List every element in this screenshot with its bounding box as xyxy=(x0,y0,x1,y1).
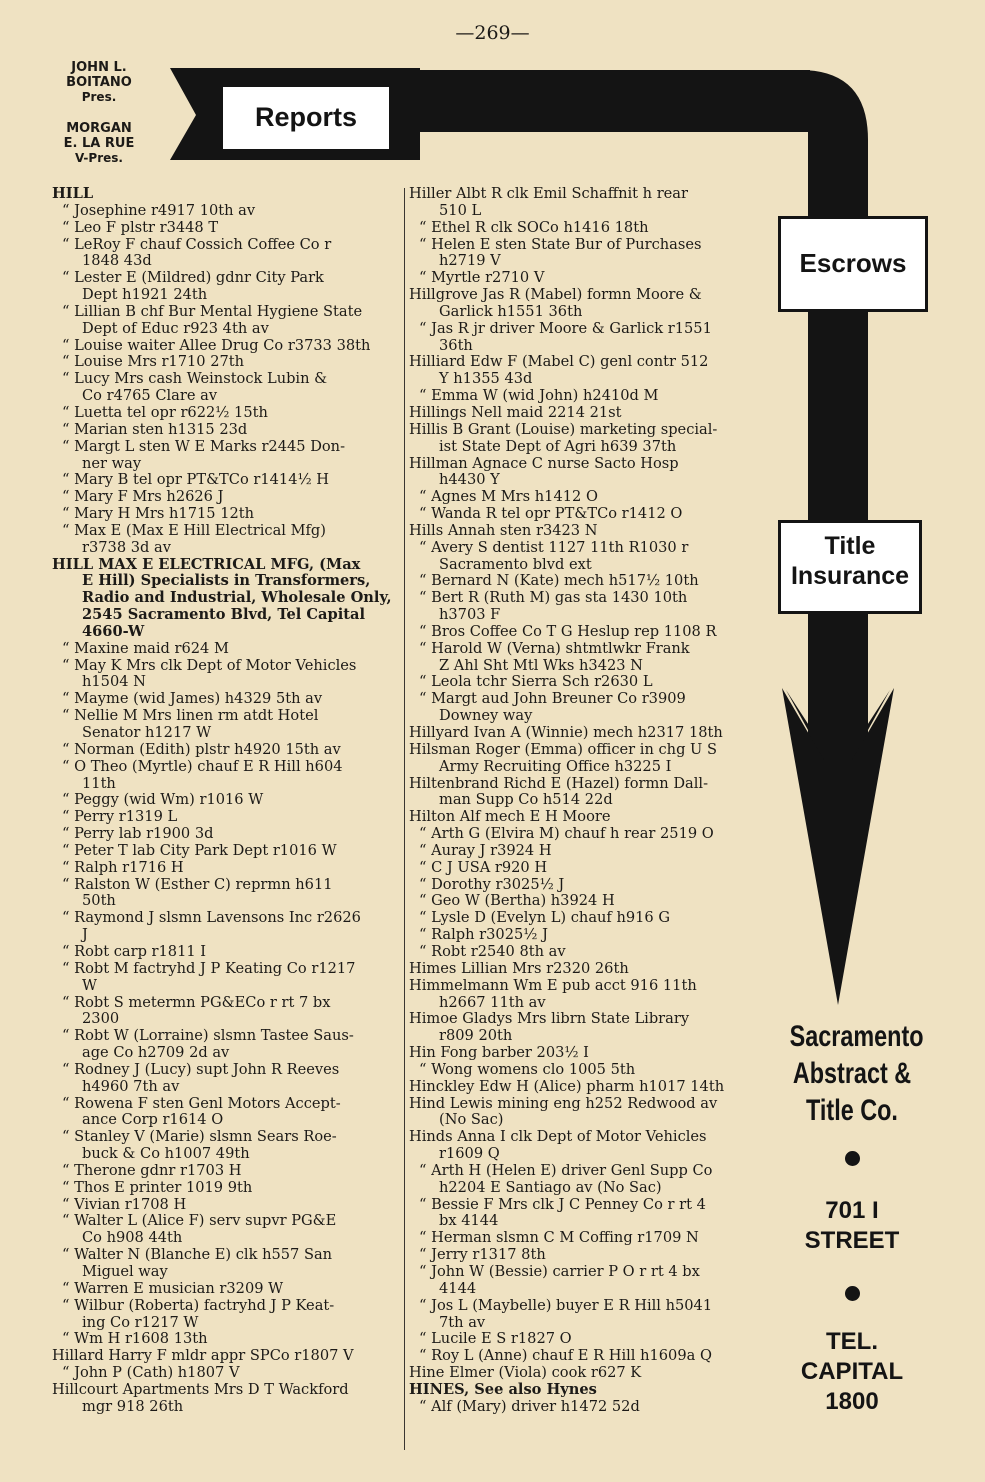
directory-entry: Hind Lewis mining eng h252 Redwood av (No Sac) xyxy=(409,1094,718,1129)
directory-entry: Hiltenbrand Richd E (Hazel) formn Dall- man Supp Co h514 22d xyxy=(409,774,709,809)
directory-entry: “ Therone gdnr r1703 H xyxy=(62,1161,242,1179)
directory-entry: “ C J USA r920 H xyxy=(419,858,548,876)
directory-entry: “ Arth H (Helen E) driver Genl Supp Co h2204 E Santiago av (No Sac) xyxy=(419,1161,713,1196)
ad-company-name: Sacramento Abstract & Title Co. xyxy=(789,1020,924,1127)
directory-entry: “ Jerry r1317 8th xyxy=(419,1246,546,1264)
directory-entry: “ Helen E sten State Bur of Purchases h2719 V xyxy=(419,235,702,270)
directory-entry: “ Bessie F Mrs clk J C Penney Co r rt 4 bx 4144 xyxy=(419,1195,706,1230)
directory-entry: “ Leo F plstr r3448 T xyxy=(62,218,219,236)
directory-entry: HILL xyxy=(52,185,94,202)
title-insurance-banner: Title Insurance xyxy=(778,520,922,614)
directory-entry: “ Lester E (Mildred) gdnr City Park Dept h1921 24th xyxy=(62,269,324,304)
directory-entry: “ Maxine maid r624 M xyxy=(62,639,229,657)
directory-entry: “ Rodney J (Lucy) supt John R Reeves h4960 7th av xyxy=(62,1060,340,1095)
directory-entry: “ Alf (Mary) driver h1472 52d xyxy=(419,1397,640,1415)
directory-entry: “ Agnes M Mrs h1412 O xyxy=(419,488,598,506)
directory-entry: “ Raymond J slsmn Lavensons Inc r2626 J xyxy=(62,909,361,944)
directory-entry: “ Rowena F sten Genl Motors Accept- ance Corp r1614 O xyxy=(62,1094,341,1129)
directory-entry: “ Josephine r4917 10th av xyxy=(62,201,256,219)
directory-entry: “ Max E (Max E Hill Electrical Mfg) r3738 3d av xyxy=(62,521,326,556)
directory-entry: Hillings Nell maid 2214 21st xyxy=(409,403,622,421)
bullet-dot-icon xyxy=(845,1286,860,1301)
directory-entry: “ Ethel R clk SOCo h1416 18th xyxy=(419,218,649,236)
directory-entry: Hillgrove Jas R (Mabel) formn Moore & Garlick h1551 36th xyxy=(409,286,702,320)
directory-entry: “ John P (Cath) h1807 V xyxy=(62,1364,240,1382)
directory-column-left xyxy=(52,186,404,1416)
directory-entry: Hillyard Ivan A (Winnie) mech h2317 18th xyxy=(409,724,723,741)
directory-entry: “ Geo W (Bertha) h3924 H xyxy=(419,892,615,910)
directory-entry: “ Ralph r1716 H xyxy=(62,858,184,876)
arrow-bar xyxy=(410,70,810,132)
directory-entry: “ Perry lab r1900 3d xyxy=(62,825,214,843)
directory-entry: “ Auray J r3924 H xyxy=(419,841,552,859)
directory-entry: “ Lillian B chf Bur Mental Hygiene State Dept of Educ r923 4th av xyxy=(62,302,363,337)
directory-entry: “ Herman slsmn C M Coffing r1709 N xyxy=(419,1229,699,1247)
directory-entry: “ Emma W (wid John) h2410d M xyxy=(419,387,659,405)
directory-entry: “ Nellie M Mrs linen rm atdt Hotel Senator h1217 W xyxy=(62,707,319,741)
directory-entry: “ Mayme (wid James) h4329 5th av xyxy=(62,690,323,708)
directory-entry: “ Mary F Mrs h2626 J xyxy=(62,488,224,506)
directory-entry: Hillard Harry F mldr appr SPCo r1807 V xyxy=(52,1347,354,1365)
directory-entry: “ Thos E printer 1019 9th xyxy=(62,1178,253,1196)
ad-address: 701 I STREET xyxy=(804,1197,900,1254)
directory-entry: HINES, See also Hynes xyxy=(409,1380,597,1398)
ad-telephone: TEL. CAPITAL 1800 xyxy=(800,1328,904,1415)
directory-entry: Hine Elmer (Viola) cook r627 K xyxy=(409,1364,642,1382)
directory-entry: Himmelmann Wm E pub acct 916 11th h2667 11th av xyxy=(409,976,697,1011)
directory-entry: “ O Theo (Myrtle) chauf E R Hill h604 11th xyxy=(62,757,343,792)
directory-entry: “ Robt S metermn PG&ECo r rt 7 bx 2300 xyxy=(62,993,331,1028)
directory-entry: “ Wong womens clo 1005 5th xyxy=(419,1060,636,1078)
page-number: —269— xyxy=(455,22,530,44)
directory-entry: “ Perry r1319 L xyxy=(62,808,178,826)
directory-entry: “ Myrtle r2710 V xyxy=(419,269,545,287)
directory-entry: “ Wm H r1608 13th xyxy=(62,1330,208,1348)
directory-entry: “ Walter N (Blanche E) clk h557 San Miguel way xyxy=(62,1246,333,1280)
directory-entry: “ Lucy Mrs cash Weinstock Lubin & Co r4765 Clare av xyxy=(62,370,328,405)
advertisement xyxy=(772,1018,932,1417)
directory-entry: “ Vivian r1708 H xyxy=(62,1195,187,1213)
directory-entry: “ Mary B tel opr PT&TCo r1414½ H xyxy=(62,471,330,489)
directory-entry: “ Bernard N (Kate) mech h517½ 10th xyxy=(419,572,699,590)
directory-entry: Hinds Anna I clk Dept of Motor Vehicles r1609 Q xyxy=(409,1128,707,1163)
directory-entry: “ Harold W (Verna) shtmtlwkr Frank Z Ahl Sht Mtl Wks h3423 N xyxy=(419,639,690,674)
bullet-dot-icon xyxy=(845,1151,860,1166)
directory-entry: “ Louise waiter Allee Drug Co r3733 38th xyxy=(62,336,371,354)
directory-entry: “ LeRoy F chauf Cossich Coffee Co r 1848 43d xyxy=(62,235,332,270)
directory-entry: Hilsman Roger (Emma) officer in chg U S Army Recruiting Office h3225 I xyxy=(409,740,717,775)
directory-entry: “ Avery S dentist 1127 11th R1030 r Sacramento blvd ext xyxy=(419,538,689,573)
directory-entry: Himes Lillian Mrs r2320 26th xyxy=(409,959,629,977)
directory-entry: “ Robt r2540 8th av xyxy=(419,942,566,960)
directory-entry: “ Bros Coffee Co T G Heslup rep 1108 R xyxy=(419,622,717,640)
directory-entry: Hillman Agnace C nurse Sacto Hosp h4430 Y xyxy=(409,454,679,489)
directory-entry: “ Wilbur (Roberta) factryhd J P Keat- ing Co r1217 W xyxy=(62,1296,335,1331)
directory-entry: “ Marian sten h1315 23d xyxy=(62,420,248,438)
directory-entry: “ Louise Mrs r1710 27th xyxy=(62,353,245,371)
directory-entry: “ Warren E musician r3209 W xyxy=(62,1279,284,1297)
directory-entry: “ Dorothy r3025½ J xyxy=(419,875,565,893)
directory-entry: “ Bert R (Ruth M) gas sta 1430 10th h3703 F xyxy=(419,589,688,624)
directory-entry: “ Margt aud John Breuner Co r3909 Downey way xyxy=(419,690,686,725)
directory-entry: “ Arth G (Elvira M) chauf h rear 2519 O xyxy=(419,825,714,843)
directory-entry: “ Ralph r3025½ J xyxy=(419,926,548,944)
directory-entry: “ Stanley V (Marie) slsmn Sears Roe- buck & Co h1007 49th xyxy=(62,1128,337,1163)
directory-entry: Hillcourt Apartments Mrs D T Wackford mgr 918 26th xyxy=(52,1380,349,1415)
directory-entry: “ Norman (Edith) plstr h4920 15th av xyxy=(62,740,341,758)
directory-entry: Hinckley Edw H (Alice) pharm h1017 14th xyxy=(409,1077,725,1095)
directory-entry: “ Leola tchr Sierra Sch r2630 L xyxy=(419,673,653,691)
column-divider xyxy=(404,188,405,1450)
directory-entry: “ John W (Bessie) carrier P O r rt 4 bx 4144 xyxy=(419,1263,700,1297)
directory-entry: “ Mary H Mrs h1715 12th xyxy=(62,505,255,523)
directory-entry: “ Lysle D (Evelyn L) chauf h916 G xyxy=(419,909,671,927)
directory-entry: “ Jos L (Maybelle) buyer E R Hill h5041 7th av xyxy=(419,1296,713,1331)
vice-president-name: MORGAN E. LA RUE xyxy=(63,121,135,151)
directory-entry: “ Roy L (Anne) chauf E R Hill h1609a Q xyxy=(419,1347,712,1365)
president-role: Pres. xyxy=(81,90,117,104)
directory-entry: “ Robt carp r1811 I xyxy=(62,942,207,960)
escrows-banner: Escrows xyxy=(778,216,928,312)
directory-entry: Hilton Alf mech E H Moore xyxy=(409,808,611,826)
directory-entry: “ Lucile E S r1827 O xyxy=(419,1330,572,1348)
directory-entry: “ Walter L (Alice F) serv supvr PG&E Co h908 44th xyxy=(62,1212,337,1247)
directory-entry: Hiller Albt R clk Emil Schaffnit h rear 510 L xyxy=(409,185,688,219)
president-name: JOHN L. BOITANO xyxy=(66,60,132,90)
directory-entry: HILL MAX E ELECTRICAL MFG, (Max E Hill) Specialists in Transformers, Radio and Industrial, Wholesale Only, 2545 Sacramento Blvd, Tel Capital 4660-W xyxy=(52,555,392,640)
reports-banner: Reports xyxy=(220,84,392,152)
directory-entry: “ Wanda R tel opr PT&TCo r1412 O xyxy=(419,505,683,523)
vice-president-role: V-Pres. xyxy=(75,151,123,165)
directory-entry: “ Ralston W (Esther C) reprmn h611 50th xyxy=(62,875,333,910)
arrow-elbow xyxy=(800,70,868,150)
directory-entry: “ Luetta tel opr r622½ 15th xyxy=(62,403,268,421)
directory-entry: “ Margt L sten W E Marks r2445 Don- ner way xyxy=(62,437,346,472)
directory-entry: Hills Annah sten r3423 N xyxy=(409,521,598,539)
directory-entry: “ Jas R jr driver Moore & Garlick r1551 36th xyxy=(419,319,712,354)
directory-entry: “ Peter T lab City Park Dept r1016 W xyxy=(62,841,337,859)
directory-entry: Hilliard Edw F (Mabel C) genl contr 512 Y h1355 43d xyxy=(409,353,709,388)
directory-entry: “ Robt W (Lorraine) slsmn Tastee Saus- age Co h2709 2d av xyxy=(62,1027,354,1062)
directory-entry: Himoe Gladys Mrs librn State Library r809 20th xyxy=(409,1010,690,1045)
directory-entry: Hin Fong barber 203½ I xyxy=(409,1044,589,1062)
directory-entry: “ Peggy (wid Wm) r1016 W xyxy=(62,791,264,809)
directory-column-right xyxy=(409,186,765,1416)
directory-entry: Hillis B Grant (Louise) marketing special- ist State Dept of Agri h639 37th xyxy=(409,420,718,455)
directory-entry: “ Robt M factryhd J P Keating Co r1217 W xyxy=(62,959,356,994)
directory-entry: “ May K Mrs clk Dept of Motor Vehicles h1504 N xyxy=(62,656,357,691)
